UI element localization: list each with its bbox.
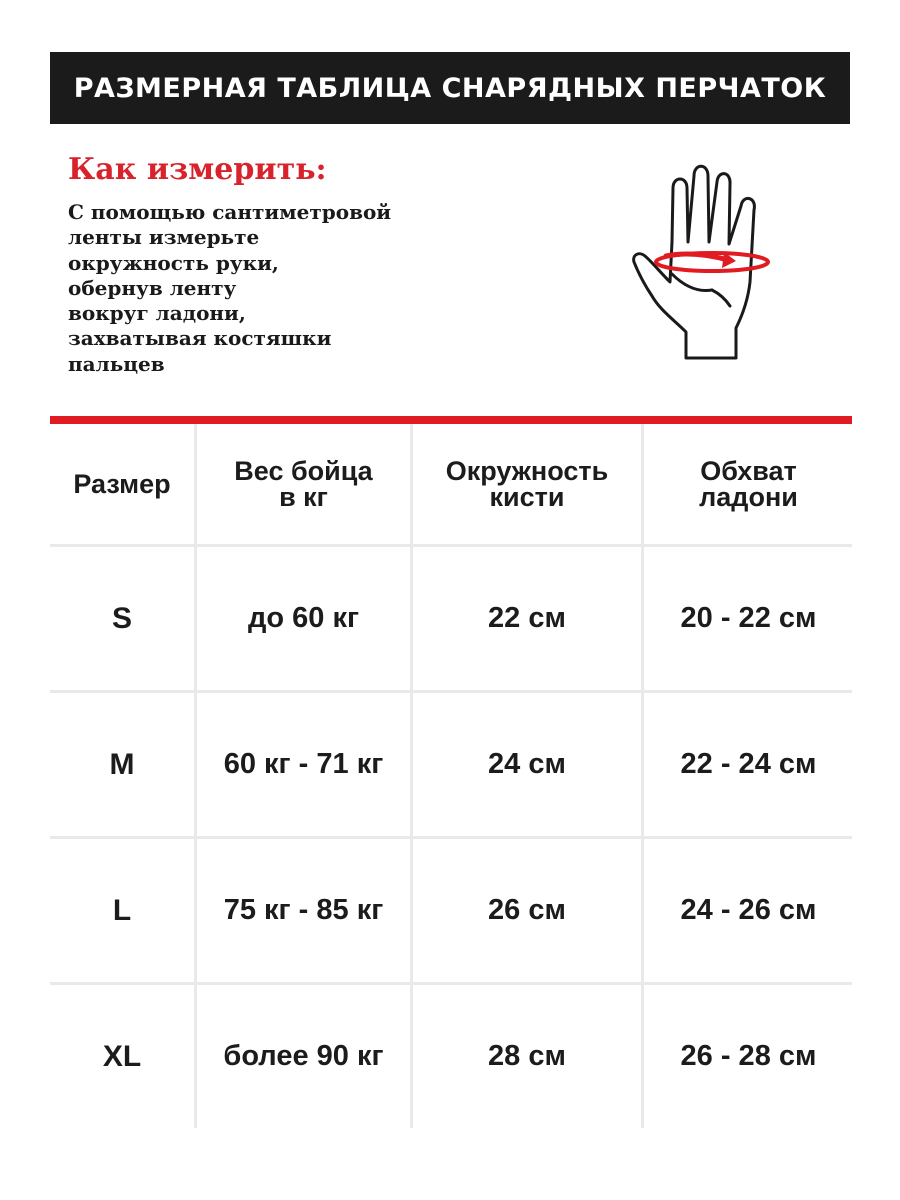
size-table bbox=[50, 424, 852, 1128]
header-label: Обхват bbox=[700, 456, 797, 486]
palm-cell: 26 - 28 см bbox=[644, 985, 853, 1128]
header-label: Вес бойца bbox=[234, 456, 373, 486]
header-cell bbox=[644, 424, 853, 544]
size-cell: M bbox=[50, 693, 194, 836]
howto-line: вокруг ладони, bbox=[68, 301, 246, 326]
howto-line: обернув ленту bbox=[68, 275, 237, 300]
header-cell bbox=[197, 424, 410, 544]
howto-line: С помощью сантиметровой bbox=[68, 200, 392, 224]
size-cell: L bbox=[50, 839, 194, 982]
page-title: РАЗМЕРНАЯ ТАБЛИЦА СНАРЯДНЫХ ПЕРЧАТОК bbox=[73, 72, 827, 104]
palm-cell: 22 - 24 см bbox=[644, 693, 853, 836]
size-cell: S bbox=[50, 547, 194, 690]
weight-cell: более 90 кг bbox=[197, 985, 410, 1128]
header-cell bbox=[50, 424, 194, 544]
header-label: в кг bbox=[279, 482, 328, 512]
header-label: Окружность bbox=[445, 456, 609, 486]
palm-cell: 24 - 26 см bbox=[644, 839, 853, 982]
wrist-cell: 24 см bbox=[413, 693, 641, 836]
weight-cell: 75 кг - 85 кг bbox=[197, 839, 410, 982]
howto-line: захватывая костяшки bbox=[68, 326, 332, 351]
howto-line: ленты измерьте bbox=[68, 225, 260, 250]
weight-cell: 60 кг - 71 кг bbox=[197, 693, 410, 836]
wrist-cell: 22 см bbox=[413, 547, 641, 690]
header-label: кисти bbox=[489, 482, 565, 512]
page-title-banner bbox=[50, 52, 850, 124]
palm-cell: 20 - 22 см bbox=[644, 547, 853, 690]
wrist-cell: 26 см bbox=[413, 839, 641, 982]
howto-line: пальцев bbox=[68, 351, 165, 376]
section-divider bbox=[50, 416, 852, 424]
header-cell bbox=[413, 424, 641, 544]
header-label: Размер bbox=[73, 469, 171, 499]
wrist-cell: 28 см bbox=[413, 985, 641, 1128]
header-label: ладони bbox=[699, 482, 798, 512]
howto-instructions bbox=[68, 200, 428, 377]
howto-title: Как измерить: bbox=[68, 152, 327, 187]
hand-measure-icon bbox=[630, 160, 780, 370]
size-cell: XL bbox=[50, 985, 194, 1128]
weight-cell: до 60 кг bbox=[197, 547, 410, 690]
howto-line: окружность руки, bbox=[68, 250, 279, 275]
